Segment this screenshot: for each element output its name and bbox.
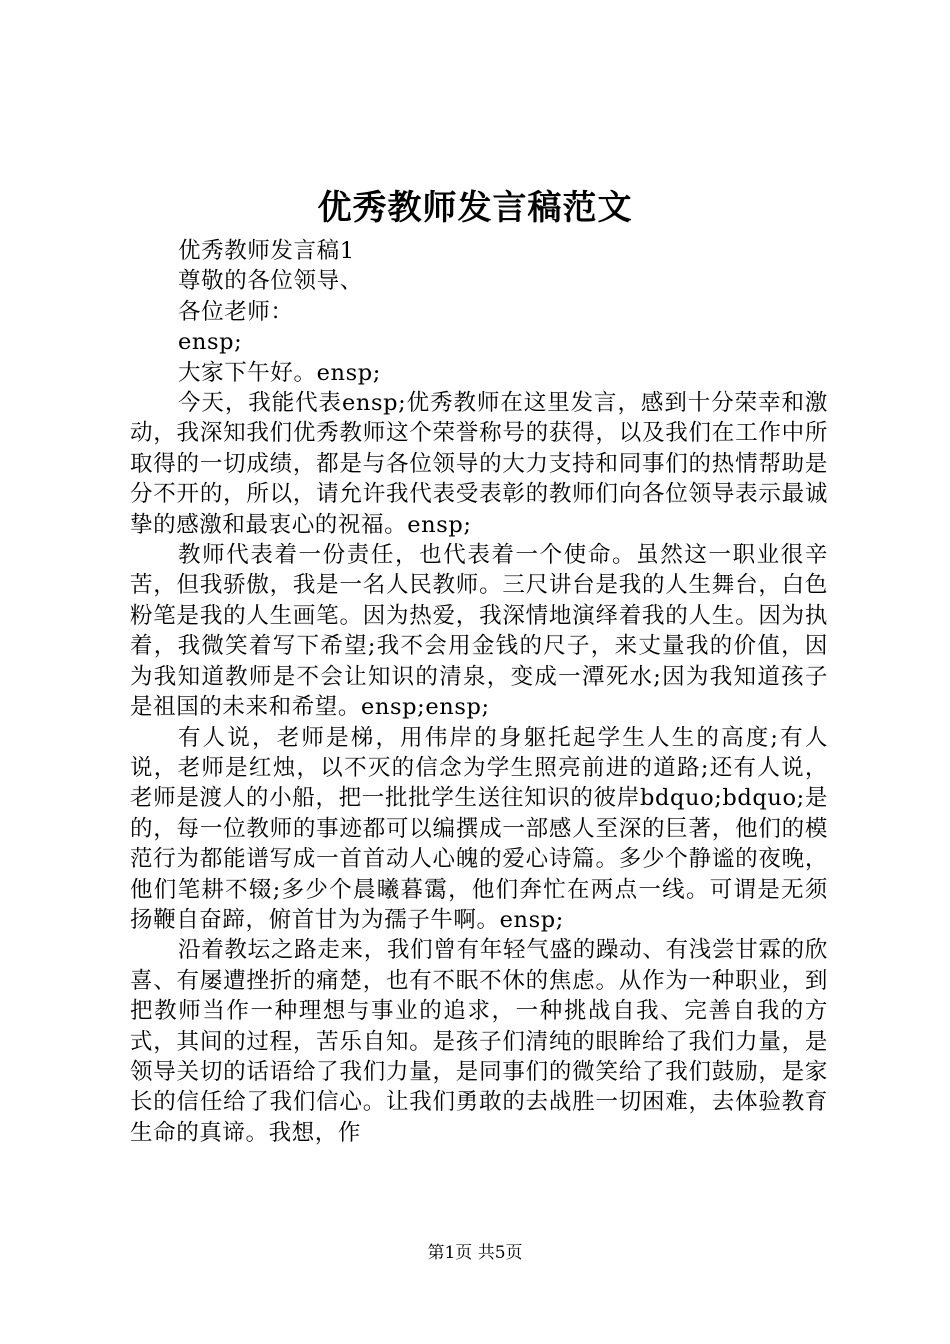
paragraph: 优秀教师发言稿1 <box>178 238 355 264</box>
paragraph: 大家下午好。ensp; <box>178 359 381 386</box>
paragraph: 尊敬的各位领导、 <box>178 268 363 295</box>
paragraph: 沿着教坛之路走来，我们曾有年轻气盛的躁动、有浅尝甘霖的欣喜、有屡遭挫折的痛楚，也有不眠不休的焦虑。从作为一种职业，到把教师当作一种理想与事业的追求，一种挑战自我、完善自我的方式，其间的过程，苦乐自知。是孩子们清纯的眼眸给了我们力量，是领导关切的话语给了我们力量，是同事们的微笑给了我们鼓励，是家长的信任给了我们信心。让我们勇敢的去战胜一切困难，去体验教育生命的真谛。我想，作 <box>130 937 828 1146</box>
document-body <box>130 236 828 1148</box>
paragraph: 今天，我能代表ensp;优秀教师在这里发言，感到十分荣幸和激动，我深知我们优秀教师这个荣誉称号的获得，以及我们在工作中所取得的一切成绩，都是与各位领导的大力支持和同事们的热情帮助是分不开的，所以，请允许我代表受表彰的教师们向各位领导表示最诚挚的感激和最衷心的祝福。ensp; <box>130 390 828 538</box>
page-number: 第1页 共5页 <box>427 1243 523 1263</box>
paragraph: 有人说，老师是梯，用伟岸的身躯托起学生人生的高度;有人说，老师是红烛，以不灭的信念为学生照亮前进的道路;还有人说，老师是渡人的小船，把一批批学生送往知识的彼岸bdquo;bdquo;是的，每一位教师的事迹都可以编撰成一部感人至深的巨著，他们的模范行为都能谱写成一首首动人心魄的爱心诗篇。多少个静谧的夜晚，他们笔耕不辍;多少个晨曦暮霭，他们奔忙在两点一线。可谓是无须扬鞭自奋蹄，俯首甘为为孺子牛啊。ensp; <box>130 724 828 933</box>
document-title: 优秀教师发言稿范文 <box>317 188 633 228</box>
paragraph: 各位老师： <box>178 298 294 325</box>
paragraph: 教师代表着一份责任，也代表着一个使命。虽然这一职业很辛苦，但我骄傲，我是一名人民教师。三尺讲台是我的人生舞台，白色粉笔是我的人生画笔。因为热爱，我深情地演绎着我的人生。因为执着，我微笑着写下希望;我不会用金钱的尺子，来丈量我的价值，因为我知道教师是不会让知识的清泉，变成一潭死水;因为我知道孩子是祖国的未来和希望。ensp;ensp; <box>130 542 828 721</box>
paragraph: ensp; <box>178 329 243 356</box>
